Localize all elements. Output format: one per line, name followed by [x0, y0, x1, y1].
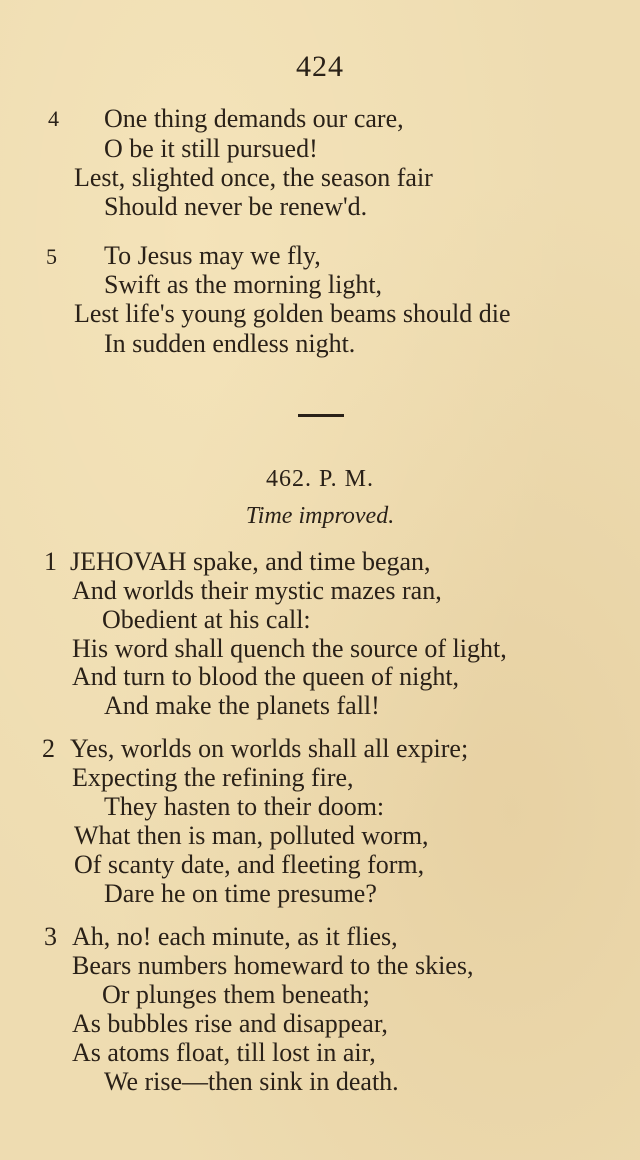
verse-line: JEHOVAH spake, and time began, [70, 547, 431, 576]
verse-line: Yes, worlds on worlds shall all expire; [70, 734, 469, 763]
verse-line: In sudden endless night. [104, 329, 356, 358]
hymn-heading: 462. P. M. [265, 466, 375, 492]
verse-line: As atoms float, till lost in air, [72, 1038, 376, 1067]
verse-line: What then is man, polluted worm, [74, 821, 429, 850]
verse-number: 1 [44, 547, 57, 576]
verse-line: Bears numbers homeward to the skies, [72, 951, 474, 980]
verse-line: Or plunges them beneath; [102, 980, 370, 1009]
verse-line: One thing demands our care, [104, 104, 404, 133]
verse-line: Obedient at his call: [102, 605, 311, 634]
verse-line: To Jesus may we fly, [104, 241, 321, 270]
verse-line: Ah, no! each minute, as it flies, [72, 922, 398, 951]
verse-line: His word shall quench the source of light, [72, 634, 507, 663]
verse-line: Of scanty date, and fleeting form, [74, 850, 425, 879]
verse-number: 4 [48, 106, 59, 131]
verse-number: 2 [42, 734, 55, 763]
section-divider [298, 414, 344, 417]
verse-line: And worlds their mystic mazes ran, [72, 576, 442, 605]
verse-line: Should never be renew'd. [104, 192, 368, 221]
verse-number: 5 [46, 244, 57, 269]
verse-line: Swift as the morning light, [104, 270, 383, 299]
verse-line: Lest life's young golden beams should die [74, 299, 511, 328]
hymn-subtitle: Time improved. [245, 503, 395, 529]
verse-line: We rise—then sink in death. [104, 1067, 399, 1096]
verse-line: Dare he on time presume? [104, 879, 377, 908]
verse-line: They hasten to their doom: [104, 792, 385, 821]
verse-number: 3 [44, 922, 57, 951]
verse-line: And make the planets fall! [104, 691, 380, 720]
page-number: 424 [296, 50, 344, 83]
verse-line: O be it still pursued! [104, 134, 318, 163]
verse-line: As bubbles rise and disappear, [72, 1009, 388, 1038]
verse-line: Lest, slighted once, the season fair [74, 163, 433, 192]
verse-line: Expecting the refining fire, [72, 763, 354, 792]
verse-line: And turn to blood the queen of night, [72, 662, 460, 691]
